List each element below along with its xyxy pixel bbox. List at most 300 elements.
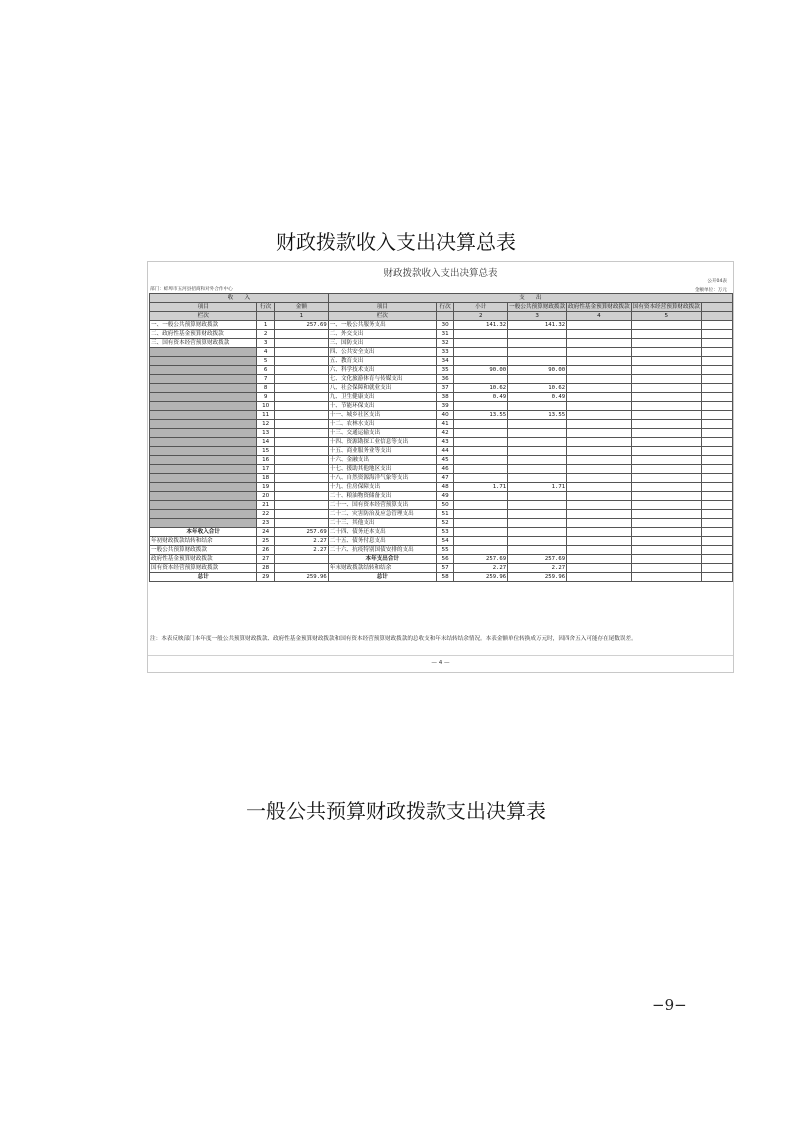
general-budget-cell — [508, 348, 567, 357]
income-amount-cell — [274, 330, 328, 339]
gov-fund-cell — [567, 330, 632, 339]
expense-item-cell: 二十二、灾害防治及应急管理支出 — [328, 510, 436, 519]
empty-cell — [701, 393, 732, 402]
income-item-cell — [150, 375, 257, 384]
empty-cell — [701, 483, 732, 492]
income-line-cell: 20 — [257, 492, 275, 501]
empty-cell — [701, 384, 732, 393]
subtotal-cell — [454, 492, 508, 501]
empty-cell — [701, 492, 732, 501]
income-amount-cell — [274, 411, 328, 420]
col-general-budget: 一般公共预算财政拨款 — [509, 304, 566, 310]
income-item-cell: 本年收入合计 — [150, 528, 257, 537]
gov-fund-cell — [567, 375, 632, 384]
page-number: −9− — [652, 996, 687, 1014]
subtotal-cell: 257.69 — [454, 555, 508, 564]
empty-cell — [701, 465, 732, 474]
state-capital-cell — [631, 447, 701, 456]
income-line-cell: 2 — [257, 330, 275, 339]
general-budget-cell — [508, 465, 567, 474]
income-amount-cell: 257.69 — [274, 321, 328, 330]
income-line-cell: 15 — [257, 447, 275, 456]
income-amount-cell — [274, 483, 328, 492]
income-item-cell — [150, 492, 257, 501]
income-item-cell: 二、政府性基金预算财政拨款 — [150, 330, 257, 339]
index-blank-2 — [436, 312, 454, 321]
table-row — [150, 492, 733, 501]
state-capital-cell — [631, 375, 701, 384]
subtotal-cell — [454, 465, 508, 474]
income-amount-cell — [274, 447, 328, 456]
table-note: 注：本表反映部门本年度一般公共预算财政拨款、政府性基金预算财政拨款和国有资本经营预算财政拨款的总收支和年末结转结余情况。本表金额单位转换成万元时，因四舍五入可能存在尾数误差。 — [150, 636, 637, 642]
general-budget-cell — [508, 510, 567, 519]
general-budget-cell — [508, 546, 567, 555]
gov-fund-cell — [567, 411, 632, 420]
general-budget-cell — [508, 519, 567, 528]
general-budget-cell: 0.49 — [508, 393, 567, 402]
gov-fund-cell — [567, 456, 632, 465]
gov-fund-cell — [567, 420, 632, 429]
gov-fund-cell — [567, 348, 632, 357]
subtotal-cell — [454, 438, 508, 447]
empty-cell — [701, 501, 732, 510]
empty-cell — [701, 519, 732, 528]
expense-line-cell: 40 — [436, 411, 454, 420]
subtotal-cell — [454, 537, 508, 546]
income-item-cell — [150, 384, 257, 393]
expense-item-cell: 本年支出合计 — [328, 555, 436, 564]
sheet-title: 财政拨款收入支出决算总表 — [383, 268, 498, 279]
income-line-cell: 17 — [257, 465, 275, 474]
income-item-cell: 国有资本经营预算财政拨款 — [150, 564, 257, 573]
income-amount-cell: 257.69 — [274, 528, 328, 537]
state-capital-cell — [631, 510, 701, 519]
state-capital-cell — [631, 348, 701, 357]
income-amount-cell — [274, 357, 328, 366]
table-body — [150, 321, 733, 582]
expense-item-cell: 十、节能环保支出 — [328, 402, 436, 411]
gov-fund-cell — [567, 366, 632, 375]
subtotal-cell: 13.55 — [454, 411, 508, 420]
gov-fund-cell — [567, 537, 632, 546]
general-budget-cell — [508, 429, 567, 438]
general-budget-cell — [508, 528, 567, 537]
expense-item-cell: 总计 — [328, 573, 436, 582]
subtotal-cell: 259.96 — [454, 573, 508, 582]
income-item-cell — [150, 348, 257, 357]
general-budget-cell: 90.00 — [508, 366, 567, 375]
subtotal-cell — [454, 519, 508, 528]
income-item-cell — [150, 474, 257, 483]
table-row — [150, 375, 733, 384]
expense-line-cell: 51 — [436, 510, 454, 519]
general-budget-cell — [508, 492, 567, 501]
expense-item-cell: 二十一、国有资本经营预算支出 — [328, 501, 436, 510]
income-line-cell: 10 — [257, 402, 275, 411]
state-capital-cell — [631, 393, 701, 402]
income-line-cell: 1 — [257, 321, 275, 330]
index-label-2: 栏次 — [328, 312, 436, 321]
expense-item-cell: 三、国防支出 — [328, 339, 436, 348]
table-row — [150, 465, 733, 474]
income-line-cell: 19 — [257, 483, 275, 492]
income-amount-cell — [274, 564, 328, 573]
expense-line-cell: 32 — [436, 339, 454, 348]
expense-line-cell: 50 — [436, 501, 454, 510]
empty-cell — [701, 528, 732, 537]
state-capital-cell — [631, 420, 701, 429]
form-number: 公开04表 — [707, 279, 727, 284]
income-amount-cell — [274, 402, 328, 411]
income-item-cell — [150, 402, 257, 411]
index-c5: 5 — [631, 312, 701, 321]
index-label: 栏次 — [150, 312, 257, 321]
general-budget-cell: 141.32 — [508, 321, 567, 330]
income-amount-cell — [274, 384, 328, 393]
expense-item-cell: 二、外交支出 — [328, 330, 436, 339]
gov-fund-cell — [567, 465, 632, 474]
general-budget-cell — [508, 438, 567, 447]
empty-cell — [701, 546, 732, 555]
expense-line-cell: 58 — [436, 573, 454, 582]
index-c4: 4 — [567, 312, 632, 321]
income-line-cell: 16 — [257, 456, 275, 465]
income-item-cell — [150, 519, 257, 528]
income-line-cell: 14 — [257, 438, 275, 447]
table-row — [150, 573, 733, 582]
table-row — [150, 501, 733, 510]
income-amount-cell — [274, 438, 328, 447]
state-capital-cell — [631, 438, 701, 447]
income-item-cell — [150, 420, 257, 429]
expense-item-cell: 十二、农林水支出 — [328, 420, 436, 429]
subtotal-cell — [454, 402, 508, 411]
expense-item-cell: 二十六、抗疫特别国债安排的支出 — [328, 546, 436, 555]
amount-unit: 金额单位：万元 — [694, 288, 727, 293]
income-line-cell: 26 — [257, 546, 275, 555]
expense-item-cell: 四、公共安全支出 — [328, 348, 436, 357]
table-row — [150, 447, 733, 456]
income-line-cell: 12 — [257, 420, 275, 429]
summary-table — [149, 293, 733, 582]
expense-line-cell: 36 — [436, 375, 454, 384]
gov-fund-cell — [567, 429, 632, 438]
empty-cell — [701, 330, 732, 339]
table-row — [150, 528, 733, 537]
expense-line-cell: 35 — [436, 366, 454, 375]
empty-cell — [701, 573, 732, 582]
expense-item-cell: 二十五、债务付息支出 — [328, 537, 436, 546]
income-amount-cell — [274, 465, 328, 474]
income-item-cell: 年初财政拨款结转和结余 — [150, 537, 257, 546]
gov-fund-cell — [567, 393, 632, 402]
income-item-cell — [150, 483, 257, 492]
subtotal-cell: 2.27 — [454, 564, 508, 573]
income-amount-cell: 259.96 — [274, 573, 328, 582]
expense-line-cell: 47 — [436, 474, 454, 483]
state-capital-cell — [631, 528, 701, 537]
expense-item-cell: 十四、资源勘探工业信息等支出 — [328, 438, 436, 447]
income-line-cell: 29 — [257, 573, 275, 582]
sheet-bottom-rule — [148, 655, 733, 656]
col-income-item: 项目 — [150, 303, 257, 312]
table-row — [150, 366, 733, 375]
empty-cell — [701, 357, 732, 366]
table-row — [150, 546, 733, 555]
gov-fund-cell — [567, 447, 632, 456]
income-amount-cell — [274, 429, 328, 438]
state-capital-cell — [631, 483, 701, 492]
income-line-cell: 24 — [257, 528, 275, 537]
empty-cell — [701, 366, 732, 375]
state-capital-cell — [631, 465, 701, 474]
table-row — [150, 438, 733, 447]
general-budget-cell: 257.69 — [508, 555, 567, 564]
table-row — [150, 429, 733, 438]
subtotal-cell — [454, 330, 508, 339]
income-amount-cell — [274, 393, 328, 402]
table-row — [150, 510, 733, 519]
table-row — [150, 474, 733, 483]
gov-fund-cell — [567, 474, 632, 483]
col-expense-line: 行次 — [436, 303, 454, 312]
empty-cell — [701, 564, 732, 573]
income-item-cell — [150, 465, 257, 474]
income-line-cell: 3 — [257, 339, 275, 348]
col-income-line: 行次 — [257, 303, 275, 312]
state-capital-cell — [631, 321, 701, 330]
state-capital-cell — [631, 537, 701, 546]
income-item-cell — [150, 411, 257, 420]
empty-cell — [701, 474, 732, 483]
empty-cell — [701, 447, 732, 456]
subtotal-cell — [454, 456, 508, 465]
col-income-amount: 金额 — [274, 303, 328, 312]
subtotal-cell: 1.71 — [454, 483, 508, 492]
index-blank-3 — [701, 312, 732, 321]
empty-cell — [701, 375, 732, 384]
income-item-cell — [150, 366, 257, 375]
income-amount-cell: 2.27 — [274, 546, 328, 555]
table-row — [150, 393, 733, 402]
income-amount-cell — [274, 420, 328, 429]
table-row — [150, 402, 733, 411]
empty-cell — [701, 555, 732, 564]
income-amount-cell — [274, 366, 328, 375]
gov-fund-cell — [567, 510, 632, 519]
expense-item-cell: 十一、城乡社区支出 — [328, 411, 436, 420]
general-budget-cell: 10.62 — [508, 384, 567, 393]
expense-item-cell: 十六、金融支出 — [328, 456, 436, 465]
expense-line-cell: 34 — [436, 357, 454, 366]
spreadsheet-scan — [147, 261, 734, 673]
sheet-page-mark: — 4 — — [431, 660, 450, 666]
state-capital-cell — [631, 492, 701, 501]
income-amount-cell: 2.27 — [274, 537, 328, 546]
expense-line-cell: 33 — [436, 348, 454, 357]
income-line-cell: 25 — [257, 537, 275, 546]
state-capital-cell — [631, 384, 701, 393]
empty-cell — [701, 510, 732, 519]
expense-line-cell: 48 — [436, 483, 454, 492]
expense-line-cell: 37 — [436, 384, 454, 393]
income-item-cell — [150, 456, 257, 465]
expense-line-cell: 56 — [436, 555, 454, 564]
index-c1: 1 — [274, 312, 328, 321]
table-row — [150, 357, 733, 366]
department-label: 部门：蚌埠市五河县招商和对外合作中心 — [150, 287, 233, 292]
expense-line-cell: 57 — [436, 564, 454, 573]
column-header-row — [150, 303, 733, 312]
general-budget-cell — [508, 474, 567, 483]
expense-line-cell: 45 — [436, 456, 454, 465]
empty-cell — [701, 339, 732, 348]
general-budget-cell — [508, 339, 567, 348]
general-budget-cell — [508, 501, 567, 510]
table-row — [150, 537, 733, 546]
income-line-cell: 23 — [257, 519, 275, 528]
expense-line-cell: 38 — [436, 393, 454, 402]
gov-fund-cell — [567, 555, 632, 564]
state-capital-cell — [631, 429, 701, 438]
subtotal-cell — [454, 429, 508, 438]
table-row — [150, 321, 733, 330]
income-amount-cell — [274, 474, 328, 483]
state-capital-cell — [631, 357, 701, 366]
index-blank — [257, 312, 275, 321]
gov-fund-cell — [567, 519, 632, 528]
empty-cell — [701, 321, 732, 330]
subtotal-cell: 0.49 — [454, 393, 508, 402]
subtotal-cell — [454, 447, 508, 456]
income-item-cell: 一、一般公共预算财政拨款 — [150, 321, 257, 330]
income-item-cell — [150, 438, 257, 447]
income-line-cell: 28 — [257, 564, 275, 573]
income-amount-cell — [274, 348, 328, 357]
empty-cell — [701, 411, 732, 420]
gov-fund-cell — [567, 528, 632, 537]
gov-fund-cell — [567, 384, 632, 393]
general-budget-cell — [508, 330, 567, 339]
state-capital-cell — [631, 339, 701, 348]
subtotal-cell — [454, 339, 508, 348]
index-row — [150, 312, 733, 321]
expense-item-cell: 十三、交通运输支出 — [328, 429, 436, 438]
expense-item-cell: 十八、自然资源海洋气象等支出 — [328, 474, 436, 483]
income-item-cell — [150, 501, 257, 510]
expense-item-cell: 八、社会保障和就业支出 — [328, 384, 436, 393]
expense-item-cell: 十九、住房保障支出 — [328, 483, 436, 492]
income-amount-cell — [274, 492, 328, 501]
subtotal-cell — [454, 348, 508, 357]
income-line-cell: 21 — [257, 501, 275, 510]
gov-fund-cell — [567, 501, 632, 510]
expense-line-cell: 31 — [436, 330, 454, 339]
income-line-cell: 13 — [257, 429, 275, 438]
expense-item-cell: 一、一般公共服务支出 — [328, 321, 436, 330]
income-item-cell — [150, 357, 257, 366]
income-header: 收 入 — [150, 294, 329, 303]
income-item-cell: 政府性基金预算财政拨款 — [150, 555, 257, 564]
gov-fund-cell — [567, 483, 632, 492]
income-item-cell: 总计 — [150, 573, 257, 582]
subtotal-cell — [454, 474, 508, 483]
general-budget-cell: 1.71 — [508, 483, 567, 492]
income-line-cell: 18 — [257, 474, 275, 483]
subtotal-cell — [454, 357, 508, 366]
general-budget-cell: 259.96 — [508, 573, 567, 582]
col-subtotal: 小计 — [454, 303, 508, 312]
state-capital-cell — [631, 564, 701, 573]
expense-line-cell: 53 — [436, 528, 454, 537]
table-row — [150, 519, 733, 528]
expense-line-cell: 42 — [436, 429, 454, 438]
empty-cell — [701, 537, 732, 546]
income-amount-cell — [274, 519, 328, 528]
table-row — [150, 411, 733, 420]
general-budget-cell — [508, 375, 567, 384]
state-capital-cell — [631, 411, 701, 420]
gov-fund-cell — [567, 438, 632, 447]
state-capital-cell — [631, 519, 701, 528]
index-c2: 2 — [454, 312, 508, 321]
expense-line-cell: 30 — [436, 321, 454, 330]
empty-cell — [701, 420, 732, 429]
subtotal-cell — [454, 420, 508, 429]
state-capital-cell — [631, 546, 701, 555]
empty-cell — [701, 429, 732, 438]
expense-line-cell: 43 — [436, 438, 454, 447]
income-item-cell — [150, 447, 257, 456]
income-line-cell: 5 — [257, 357, 275, 366]
table-row — [150, 339, 733, 348]
income-line-cell: 4 — [257, 348, 275, 357]
expense-item-cell: 五、教育支出 — [328, 357, 436, 366]
income-item-cell — [150, 393, 257, 402]
state-capital-cell — [631, 573, 701, 582]
general-budget-cell: 13.55 — [508, 411, 567, 420]
page-heading-general-budget: 一般公共预算财政拨款支出决算表 — [246, 799, 546, 823]
income-item-cell — [150, 429, 257, 438]
expense-item-cell: 十七、援助其他地区支出 — [328, 465, 436, 474]
income-line-cell: 9 — [257, 393, 275, 402]
gov-fund-cell — [567, 573, 632, 582]
gov-fund-cell — [567, 492, 632, 501]
income-line-cell: 8 — [257, 384, 275, 393]
income-amount-cell — [274, 339, 328, 348]
col-state-capital: 国有资本经营预算财政拨款 — [632, 304, 700, 310]
subtotal-cell — [454, 501, 508, 510]
expense-header: 支 出 — [328, 294, 732, 303]
expense-line-cell: 52 — [436, 519, 454, 528]
expense-item-cell: 二十四、债务还本支出 — [328, 528, 436, 537]
income-line-cell: 27 — [257, 555, 275, 564]
gov-fund-cell — [567, 402, 632, 411]
expense-item-cell: 年末财政拨款结转和结余 — [328, 564, 436, 573]
page-heading-summary: 财政拨款收入支出决算总表 — [276, 230, 516, 254]
col-expense-item: 项目 — [328, 303, 436, 312]
general-budget-cell — [508, 537, 567, 546]
expense-line-cell: 55 — [436, 546, 454, 555]
empty-cell — [701, 348, 732, 357]
gov-fund-cell — [567, 339, 632, 348]
gov-fund-cell — [567, 564, 632, 573]
expense-item-cell: 十五、商业服务业等支出 — [328, 447, 436, 456]
gov-fund-cell — [567, 357, 632, 366]
expense-item-cell: 六、科学技术支出 — [328, 366, 436, 375]
income-amount-cell — [274, 555, 328, 564]
general-budget-cell — [508, 447, 567, 456]
